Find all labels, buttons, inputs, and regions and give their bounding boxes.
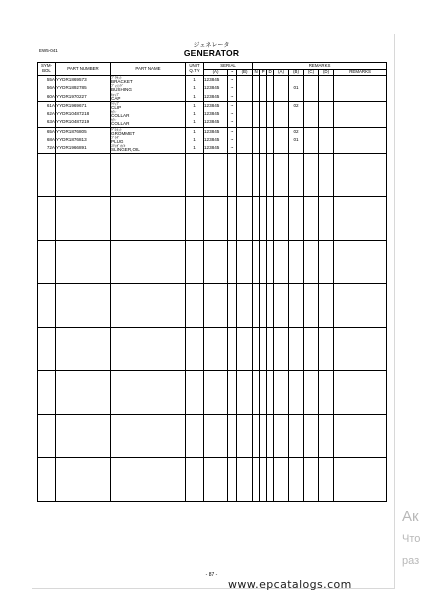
empty-cell — [253, 458, 260, 502]
empty-cell — [228, 327, 237, 371]
empty-cell — [260, 284, 267, 328]
table-row — [38, 127, 387, 153]
empty-cell — [319, 327, 334, 371]
blank-table-row — [38, 458, 387, 502]
empty-cell — [186, 371, 204, 415]
header-serial-dash: ~ — [228, 70, 237, 76]
empty-cell — [111, 371, 186, 415]
empty-cell — [304, 327, 319, 371]
page-number: - 87 - — [205, 572, 218, 578]
header-symbol: SYM- BOL — [38, 63, 56, 76]
empty-cell — [289, 458, 304, 502]
page-title: GENERATOR — [183, 48, 240, 58]
part-name-cell: ｸﾘｯﾌﾟ CLIP ｶﾗｰ COLLAR ｶﾗｰ COLLAR — [111, 101, 186, 127]
serial-a-cell: 123845 123845 123845 — [204, 76, 228, 102]
header-serial-a: (A) — [204, 70, 228, 76]
remark-a-cell — [274, 76, 289, 102]
empty-cell — [56, 327, 111, 371]
empty-cell — [38, 458, 56, 502]
part-number-cell: YYDR1876805 YYDR1876813 YYDR1966891 — [56, 127, 111, 153]
serial-a-cell: 123845 123845 123845 — [204, 127, 228, 153]
empty-cell — [186, 327, 204, 371]
d-cell — [267, 101, 274, 127]
empty-cell — [267, 327, 274, 371]
empty-cell — [289, 284, 304, 328]
empty-cell — [56, 197, 111, 241]
empty-cell — [289, 240, 304, 284]
empty-cell — [267, 414, 274, 458]
empty-cell — [186, 458, 204, 502]
empty-cell — [111, 458, 186, 502]
empty-cell — [56, 153, 111, 197]
empty-cell — [319, 240, 334, 284]
empty-cell — [289, 414, 304, 458]
empty-cell — [334, 371, 387, 415]
empty-cell — [334, 327, 387, 371]
empty-cell — [204, 371, 228, 415]
empty-cell — [228, 153, 237, 197]
header-remark-d: (D) — [319, 70, 334, 76]
empty-cell — [304, 197, 319, 241]
empty-cell — [186, 284, 204, 328]
empty-cell — [186, 197, 204, 241]
empty-cell — [319, 371, 334, 415]
empty-cell — [289, 327, 304, 371]
header-remark-b: (B) — [289, 70, 304, 76]
empty-cell — [111, 153, 186, 197]
empty-cell — [253, 284, 260, 328]
d-cell — [267, 127, 274, 153]
blank-table-row — [38, 327, 387, 371]
blank-table-row — [38, 414, 387, 458]
part-name-cell: ﾌﾞﾗｹｯﾄ BRACKET ﾌﾞｯｼﾝｸﾞ BUSHING ｷｬｯﾌﾟ CAP — [111, 76, 186, 102]
empty-cell — [111, 327, 186, 371]
empty-cell — [38, 197, 56, 241]
blank-rows — [38, 153, 387, 501]
empty-cell — [237, 458, 253, 502]
empty-cell — [204, 240, 228, 284]
serial-b-cell — [237, 76, 253, 102]
remark-b-cell: 02 — [289, 101, 304, 127]
empty-cell — [186, 414, 204, 458]
empty-cell — [274, 458, 289, 502]
empty-cell — [267, 197, 274, 241]
empty-cell — [56, 240, 111, 284]
overlay-text-1: Ак — [402, 508, 419, 525]
p-cell — [260, 76, 267, 102]
empty-cell — [260, 371, 267, 415]
symbol-cell: 65A 68A 72A — [38, 127, 56, 153]
header-unit-qty: UNIT Q.TY — [186, 63, 204, 76]
empty-cell — [204, 327, 228, 371]
overlay-text-2: Что — [402, 533, 421, 545]
empty-cell — [111, 414, 186, 458]
header-serial: SERIAL — [204, 63, 253, 70]
header-serial-b: (B) — [237, 70, 253, 76]
empty-cell — [237, 284, 253, 328]
empty-cell — [274, 371, 289, 415]
empty-cell — [304, 371, 319, 415]
empty-cell — [237, 327, 253, 371]
empty-cell — [319, 284, 334, 328]
empty-cell — [334, 240, 387, 284]
n-cell — [253, 76, 260, 102]
empty-cell — [237, 197, 253, 241]
empty-cell — [260, 327, 267, 371]
header-remark-a: (A) — [274, 70, 289, 76]
empty-cell — [289, 371, 304, 415]
serial-b-cell — [237, 127, 253, 153]
header-p: P — [260, 70, 267, 76]
empty-cell — [260, 414, 267, 458]
empty-cell — [237, 240, 253, 284]
empty-cell — [334, 153, 387, 197]
part-number-cell: YYDR1869573 YYDR1892785 YYDR1970227 — [56, 76, 111, 102]
remark-c-cell — [304, 127, 319, 153]
remark-c-cell — [304, 76, 319, 102]
empty-cell — [334, 458, 387, 502]
empty-cell — [304, 414, 319, 458]
empty-cell — [186, 240, 204, 284]
empty-cell — [253, 371, 260, 415]
empty-cell — [274, 284, 289, 328]
empty-cell — [274, 240, 289, 284]
serial-b-cell — [237, 101, 253, 127]
title-japanese: ジェネレータ — [193, 43, 230, 49]
blank-table-row — [38, 284, 387, 328]
watermark-link[interactable]: www.epcatalogs.com — [228, 578, 352, 591]
empty-cell — [260, 153, 267, 197]
empty-cell — [38, 284, 56, 328]
overlay-text-3: раз — [402, 555, 420, 567]
empty-cell — [204, 153, 228, 197]
empty-cell — [267, 371, 274, 415]
empty-cell — [267, 240, 274, 284]
remark-b-cell: 02 01 — [289, 127, 304, 153]
empty-cell — [253, 414, 260, 458]
empty-cell — [38, 240, 56, 284]
empty-cell — [267, 284, 274, 328]
empty-cell — [56, 284, 111, 328]
remark-b-cell: 01 — [289, 76, 304, 102]
empty-cell — [204, 414, 228, 458]
empty-cell — [260, 197, 267, 241]
header-remarks-text: REMARKS — [334, 70, 387, 76]
empty-cell — [237, 414, 253, 458]
unit-qty-cell: 1 1 1 — [186, 76, 204, 102]
empty-cell — [204, 197, 228, 241]
symbol-cell: 61A 62A 63A — [38, 101, 56, 127]
parts-table-body — [38, 76, 387, 154]
empty-cell — [274, 327, 289, 371]
d-cell — [267, 76, 274, 102]
empty-cell — [56, 414, 111, 458]
empty-cell — [267, 458, 274, 502]
empty-cell — [274, 153, 289, 197]
empty-cell — [111, 240, 186, 284]
blank-table-row — [38, 197, 387, 241]
header-n: N — [254, 69, 258, 75]
table-row — [38, 76, 387, 102]
remark-d-cell — [319, 76, 334, 102]
empty-cell — [38, 371, 56, 415]
empty-cell — [186, 153, 204, 197]
unit-qty-cell: 1 1 1 — [186, 101, 204, 127]
blank-table-row — [38, 371, 387, 415]
empty-cell — [253, 197, 260, 241]
header-part-number: PART NUMBER — [56, 63, 111, 76]
empty-cell — [260, 458, 267, 502]
empty-cell — [228, 240, 237, 284]
empty-cell — [253, 327, 260, 371]
doc-code: EW5-041 — [39, 48, 58, 53]
serial-dash-cell: ~ ~ ~ — [228, 101, 237, 127]
n-cell — [253, 127, 260, 153]
remark-c-cell — [304, 101, 319, 127]
empty-cell — [111, 284, 186, 328]
parts-table — [37, 62, 387, 502]
serial-a-cell: 123845 123845 123845 — [204, 101, 228, 127]
remark-d-cell — [319, 101, 334, 127]
empty-cell — [228, 371, 237, 415]
empty-cell — [38, 327, 56, 371]
empty-cell — [111, 197, 186, 241]
empty-cell — [334, 284, 387, 328]
header-part-name: PART NAME — [111, 63, 186, 76]
empty-cell — [334, 414, 387, 458]
remark-d-cell — [319, 127, 334, 153]
part-name-cell: ｸﾞﾛﾒｯﾄ GROMMET ﾌﾟﾗｸﾞ PLUG ｽﾘﾝｶﾞｵｲﾙ SLINGER,OIL — [111, 127, 186, 153]
p-cell — [260, 101, 267, 127]
header-remarks: REMARKS — [253, 63, 387, 70]
remark-a-cell — [274, 101, 289, 127]
blank-table-row — [38, 153, 387, 197]
empty-cell — [319, 197, 334, 241]
n-cell — [253, 101, 260, 127]
empty-cell — [267, 153, 274, 197]
empty-cell — [319, 153, 334, 197]
remarks-text-cell — [334, 127, 387, 153]
empty-cell — [204, 284, 228, 328]
empty-cell — [56, 371, 111, 415]
unit-qty-cell: 1 1 1 — [186, 127, 204, 153]
remarks-text-cell — [334, 76, 387, 102]
empty-cell — [274, 197, 289, 241]
empty-cell — [304, 458, 319, 502]
empty-cell — [237, 153, 253, 197]
empty-cell — [38, 153, 56, 197]
p-cell — [260, 127, 267, 153]
symbol-cell: 55A 56A 60A — [38, 76, 56, 102]
empty-cell — [319, 414, 334, 458]
empty-cell — [38, 414, 56, 458]
empty-cell — [260, 240, 267, 284]
empty-cell — [253, 153, 260, 197]
empty-cell — [228, 414, 237, 458]
serial-dash-cell: ~ ~ ~ — [228, 76, 237, 102]
empty-cell — [56, 458, 111, 502]
table-row — [38, 101, 387, 127]
empty-cell — [304, 284, 319, 328]
empty-cell — [289, 197, 304, 241]
empty-cell — [319, 458, 334, 502]
remark-a-cell — [274, 127, 289, 153]
empty-cell — [228, 284, 237, 328]
empty-cell — [274, 414, 289, 458]
header-d: D — [268, 69, 272, 75]
header-remark-c: (C) — [304, 70, 319, 76]
blank-table-row — [38, 240, 387, 284]
empty-cell — [204, 458, 228, 502]
empty-cell — [289, 153, 304, 197]
empty-cell — [228, 197, 237, 241]
empty-cell — [228, 458, 237, 502]
empty-cell — [304, 240, 319, 284]
empty-cell — [304, 153, 319, 197]
serial-dash-cell: ~ ~ ~ — [228, 127, 237, 153]
remarks-text-cell — [334, 101, 387, 127]
part-number-cell: YYDR1969671 YYDR10487218 YYDR10487219 — [56, 101, 111, 127]
empty-cell — [253, 240, 260, 284]
empty-cell — [334, 197, 387, 241]
empty-cell — [237, 371, 253, 415]
